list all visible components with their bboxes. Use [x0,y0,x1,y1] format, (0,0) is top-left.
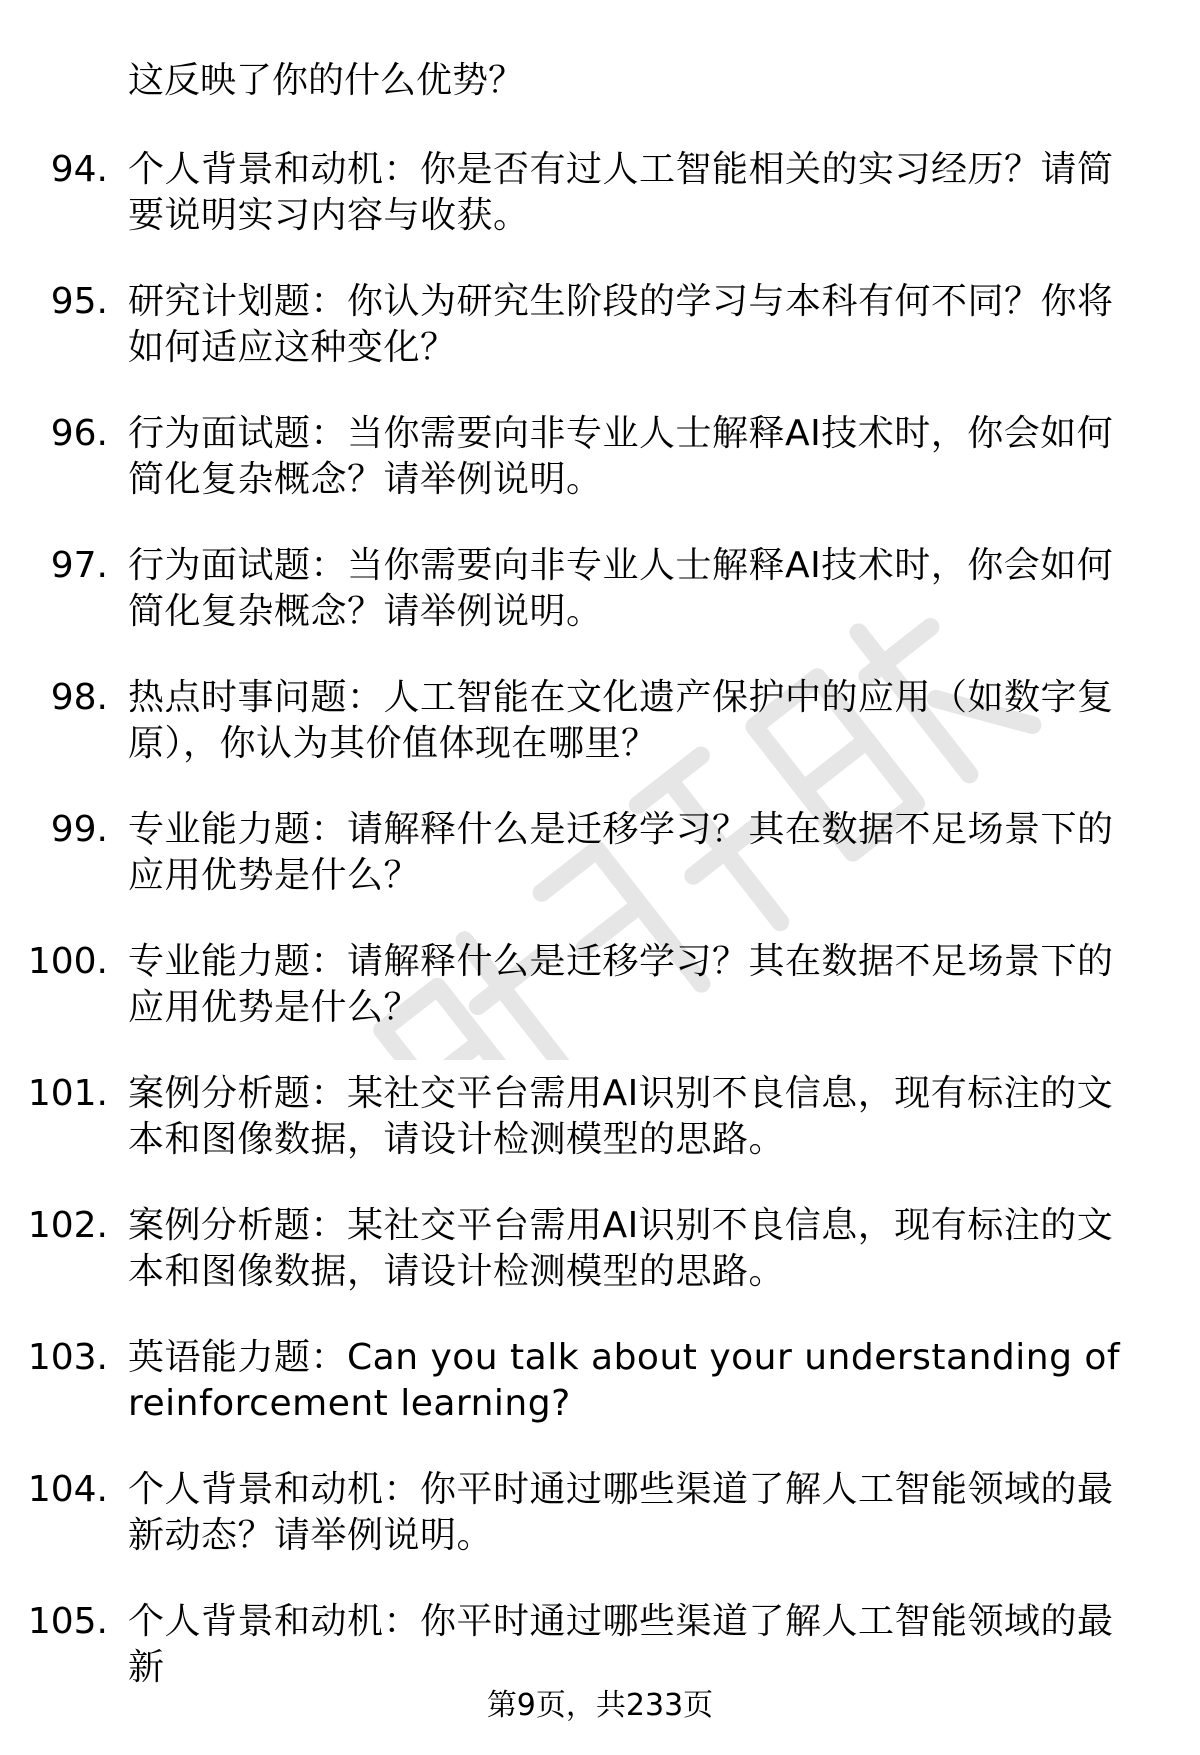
item-text: 英语能力题：Can you talk about your understanding of reinforcement learning? [128,1337,1121,1424]
list-item [0,543,1200,675]
item-text: 热点时事问题：人工智能在文化遗产保护中的应用（如数字复原），你认为其价值体现在哪里？ [128,677,1114,764]
list-item [0,807,1200,939]
list-item [0,411,1200,543]
list-item [0,939,1200,1071]
list-item [0,1203,1200,1335]
item-number: 96. [50,413,108,454]
item-number: 95. [50,281,108,322]
item-number: 98. [50,677,108,718]
item-text: 专业能力题：请解释什么是迁移学习？其在数据不足场景下的应用优势是什么？ [128,941,1114,1028]
item-number: 101. [27,1073,108,1114]
item-number: 94. [50,149,108,190]
list-item [0,147,1200,279]
list-item [0,675,1200,807]
item-text: 专业能力题：请解释什么是迁移学习？其在数据不足场景下的应用优势是什么？ [128,809,1114,896]
list-item [0,1335,1200,1467]
item-text: 行为面试题：当你需要向非专业人士解释AI技术时，你会如何简化复杂概念？请举例说明。 [128,413,1114,500]
item-text: 研究计划题：你认为研究生阶段的学习与本科有何不同？你将如何适应这种变化？ [128,281,1114,368]
list-item [0,1071,1200,1203]
item-number: 102. [27,1205,108,1246]
item-text: 行为面试题：当你需要向非专业人士解释AI技术时，你会如何简化复杂概念？请举例说明。 [128,545,1114,632]
item-number: 100. [27,941,108,982]
list-item [0,1467,1200,1599]
item-number: 104. [27,1469,108,1510]
item-text: 案例分析题：某社交平台需用AI识别不良信息，现有标注的文本和图像数据，请设计检测模型的思路。 [128,1205,1114,1292]
item-number: 97. [50,545,108,586]
item-number: 99. [50,809,108,850]
list-item [0,279,1200,411]
item-text: 个人背景和动机：你是否有过人工智能相关的实习经历？请简要说明实习内容与收获。 [128,149,1114,236]
item-text: 案例分析题：某社交平台需用AI识别不良信息，现有标注的文本和图像数据，请设计检测模型的思路。 [128,1073,1114,1160]
item-text: 个人背景和动机：你平时通过哪些渠道了解人工智能领域的最新 [128,1601,1114,1688]
item-number: 105. [27,1601,108,1642]
page-footer: 第9页，共233页 [486,1688,714,1723]
continuation-text: 这反映了你的什么优势？ [128,60,525,101]
item-number: 103. [27,1337,108,1378]
item-text: 个人背景和动机：你平时通过哪些渠道了解人工智能领域的最新动态？请举例说明。 [128,1469,1114,1556]
question-list [0,147,1200,1731]
